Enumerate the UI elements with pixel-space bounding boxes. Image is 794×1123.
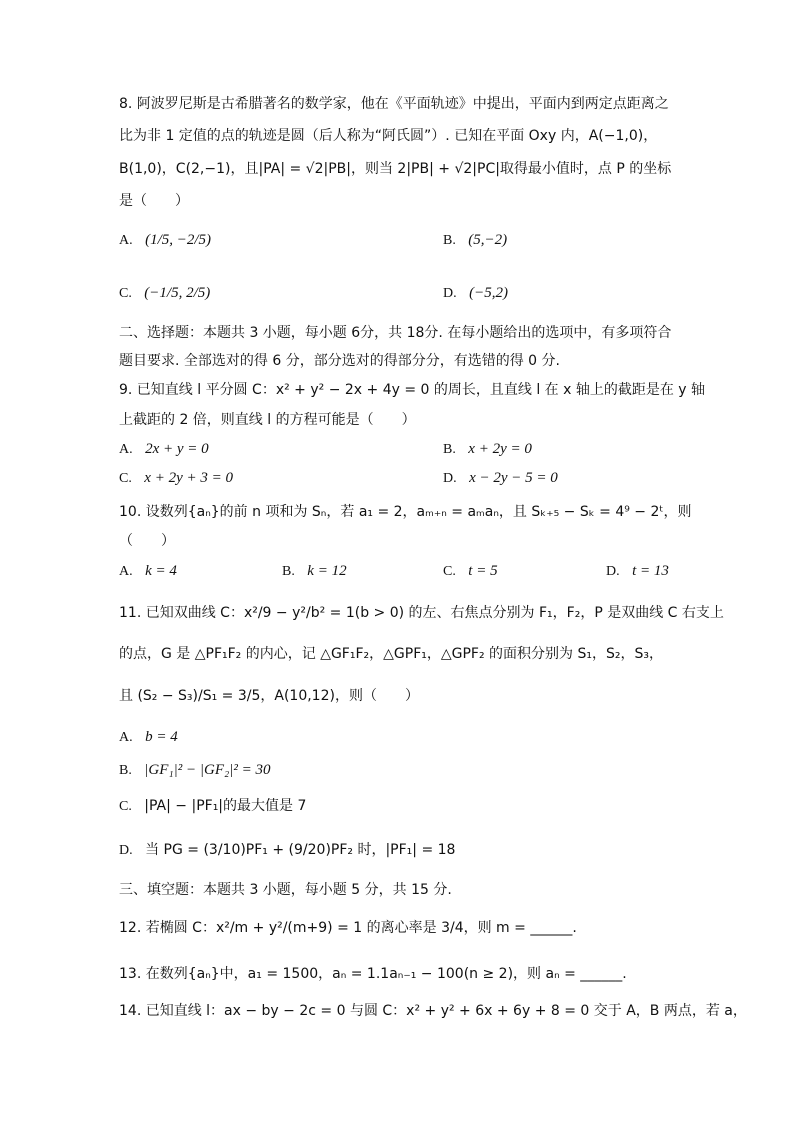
q8-option-c[interactable] — [119, 283, 210, 304]
q10-option-d-label: D. — [606, 564, 620, 579]
q10-line-1: 10. 设数列{aₙ}的前 n 项和为 Sₙ，若 a₁ = 2，aₘ₊ₙ = aₘaₙ，且 Sₖ₊₅ − Sₖ = 4⁹ − 2ᵗ，则 — [119, 504, 692, 520]
q9-option-d-value: x − 2y − 5 = 0 — [469, 470, 558, 486]
q11-option-c[interactable] — [119, 796, 306, 817]
q8-option-c-label: C. — [119, 286, 132, 301]
q11-option-d-value: 当 PG = (3/10)PF₁ + (9/20)PF₂ 时，|PF₁| = 18 — [145, 842, 456, 858]
q8-option-a-value: (1/5, −2/5) — [145, 232, 212, 248]
q9-option-b[interactable] — [443, 439, 532, 460]
q9-option-a[interactable] — [119, 439, 209, 460]
q11-option-a-value: b = 4 — [145, 729, 178, 745]
section-3-heading: 三、填空题：本题共 3 小题，每小题 5 分，共 15 分. — [119, 882, 452, 898]
q10-line-2: （ ） — [119, 533, 175, 549]
q10-option-a-value: k = 4 — [145, 563, 177, 579]
q11-option-c-label: C. — [119, 799, 132, 814]
q8-line-3: B(1,0)，C(2,−1)，且|PA| = √2|PB|，则当 2|PB| + √2|PC|取得最小值时，点 P 的坐标 — [119, 161, 672, 177]
q11-option-d[interactable] — [119, 840, 455, 861]
q9-option-b-label: B. — [443, 442, 456, 457]
q11-line-2: 的点，G 是 △PF₁F₂ 的内心，记 △GF₁F₂，△GPF₁，△GPF₂ 的面积分别为 S₁，S₂，S₃， — [119, 646, 663, 662]
q10-option-c-value: t = 5 — [468, 563, 498, 579]
q11-option-a-label: A. — [119, 730, 133, 745]
q9-option-c-label: C. — [119, 471, 132, 486]
q10-option-b-label: B. — [282, 564, 295, 579]
q8-line-1: 8. 阿波罗尼斯是古希腊著名的数学家，他在《平面轨迹》中提出，平面内到两定点距离之 — [119, 96, 669, 112]
q11-option-a[interactable] — [119, 727, 178, 748]
q11-option-b-value: |GF₁|² − |GF₂|² = 30 — [144, 762, 271, 778]
q10-option-c-label: C. — [443, 564, 456, 579]
q14-line-1: 14. 已知直线 l：ax − by − 2c = 0 与圆 C：x² + y² + 6x + 6y + 8 = 0 交于 A，B 两点，若 a， — [119, 1003, 747, 1019]
q8-option-d-value: (−5,2) — [469, 285, 508, 301]
q9-option-a-value: 2x + y = 0 — [145, 441, 209, 457]
q8-option-a-label: A. — [119, 233, 133, 248]
q13-line-1: 13. 在数列{aₙ}中，a₁ = 1500，aₙ = 1.1aₙ₋₁ − 100(n ≥ 2)，则 aₙ = ______. — [119, 966, 627, 982]
section-2-heading-line-2: 题目要求. 全部选对的得 6 分，部分选对的得部分分，有选错的得 0 分. — [119, 353, 560, 369]
q8-option-d-label: D. — [443, 286, 457, 301]
q8-option-b-value: (5,−2) — [468, 232, 508, 248]
q11-option-b-label: B. — [119, 763, 132, 778]
q9-option-d[interactable] — [443, 468, 558, 489]
q8-line-2: 比为非 1 定值的点的轨迹是圆（后人称为“阿氏圆”）. 已知在平面 Oxy 内，A(−1,0)， — [119, 128, 658, 144]
q9-line-2: 上截距的 2 倍，则直线 l 的方程可能是（ ） — [119, 412, 416, 428]
q10-option-d[interactable] — [606, 561, 669, 582]
q10-option-a[interactable] — [119, 561, 177, 582]
q10-option-b-value: k = 12 — [307, 563, 347, 579]
section-2-heading-line-1: 二、选择题：本题共 3 小题，每小题 6分，共 18分. 在每小题给出的选项中，有多项符合 — [119, 325, 672, 341]
q8-option-c-value: (−1/5, 2/5) — [144, 285, 211, 301]
q10-option-b[interactable] — [282, 561, 347, 582]
q11-option-b[interactable] — [119, 760, 270, 781]
q11-option-d-label: D. — [119, 843, 133, 858]
q11-line-1: 11. 已知双曲线 C：x²/9 − y²/b² = 1(b > 0) 的左、右焦点分别为 F₁，F₂，P 是双曲线 C 右支上 — [119, 605, 724, 621]
q9-option-c[interactable] — [119, 468, 233, 489]
q10-option-d-value: t = 13 — [632, 563, 669, 579]
q11-option-c-value: |PA| − |PF₁|的最大值是 7 — [144, 798, 307, 814]
q9-option-a-label: A. — [119, 442, 133, 457]
q8-option-a[interactable] — [119, 230, 211, 251]
q9-option-c-value: x + 2y + 3 = 0 — [144, 470, 233, 486]
q9-option-b-value: x + 2y = 0 — [468, 441, 532, 457]
q9-option-d-label: D. — [443, 471, 457, 486]
q11-line-3: 且 (S₂ − S₃)/S₁ = 3/5，A(10,12)，则（ ） — [119, 688, 419, 704]
q8-option-b[interactable] — [443, 230, 507, 251]
q10-option-a-label: A. — [119, 564, 133, 579]
q12-line-1: 12. 若椭圆 C：x²/m + y²/(m+9) = 1 的离心率是 3/4，则 m = ______. — [119, 920, 577, 936]
q8-option-b-label: B. — [443, 233, 456, 248]
q8-option-d[interactable] — [443, 283, 508, 304]
q10-option-c[interactable] — [443, 561, 498, 582]
q8-line-4: 是（ ） — [119, 193, 189, 209]
q9-line-1: 9. 已知直线 l 平分圆 C：x² + y² − 2x + 4y = 0 的周长，且直线 l 在 x 轴上的截距是在 y 轴 — [119, 382, 706, 398]
